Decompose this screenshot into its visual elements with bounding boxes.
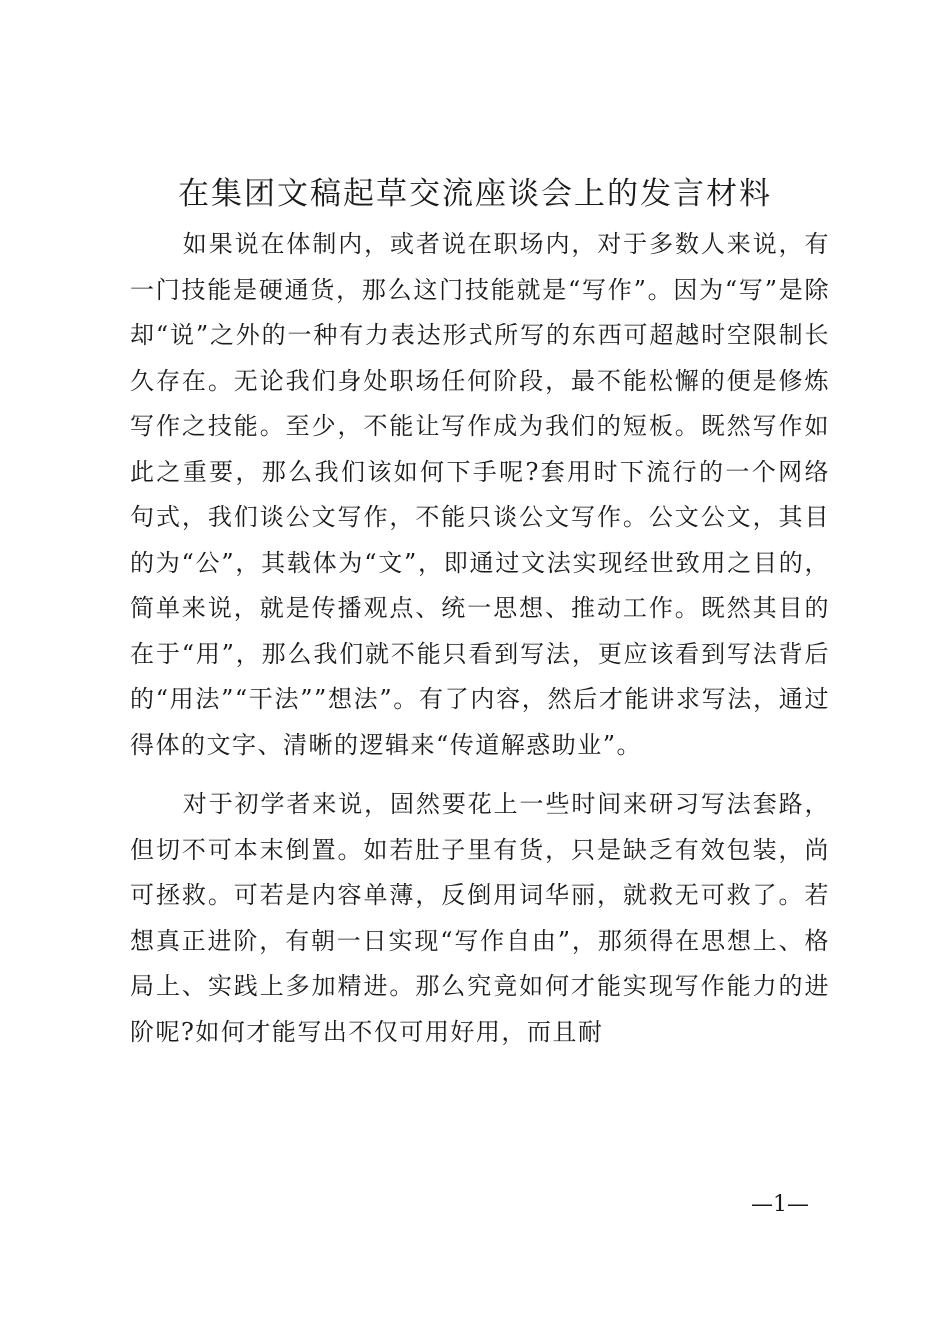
page-number: —1— <box>751 1192 809 1217</box>
paragraph-2: 对于初学者来说，固然要花上一些时间来研习写法套路，但切不可本末倒置。如若肚子里有货，只是缺乏有效包装，尚可拯救。可若是内容单薄，反倒用词华丽，就救无可救了。若想真正进阶，有朝一日实现“写作自由”，那须得在思想上、格局上、实践上多加精进。那么究竟如何才能实现写作能力的进阶呢?如何才能写出不仅可用好用，而且耐 <box>130 790 830 1046</box>
paragraph-1: 如果说在体制内，或者说在职场内，对于多数人来说，有一门技能是硬通货，那么这门技能就是“写作”。因为“写”是除却“说”之外的一种有力表达形式所写的东西可超越时空限制长久存在。无论我们身处职场任何阶段，最不能松懈的便是修炼写作之技能。至少，不能让写作成为我们的短板。既然写作如此之重要，那么我们该如何下手呢?套用时下流行的一个网络句式，我们谈公文写作，不能只谈公文写作。公文公文，其目的为“公”，其载体为“文”，即通过文法实现经世致用之目的，简单来说，就是传播观点、统一思想、推动工作。既然其目的在于“用”，那么我们就不能只看到写法，更应该看到写法背后的“用法”“干法””想法”。有了内容，然后才能讲求写法，通过得体的文字、清晰的逻辑来“传道解惑助业”。 <box>130 230 830 759</box>
document-body <box>130 222 830 1055</box>
document-title: 在集团文稿起草交流座谈会上的发言材料 <box>178 176 772 212</box>
